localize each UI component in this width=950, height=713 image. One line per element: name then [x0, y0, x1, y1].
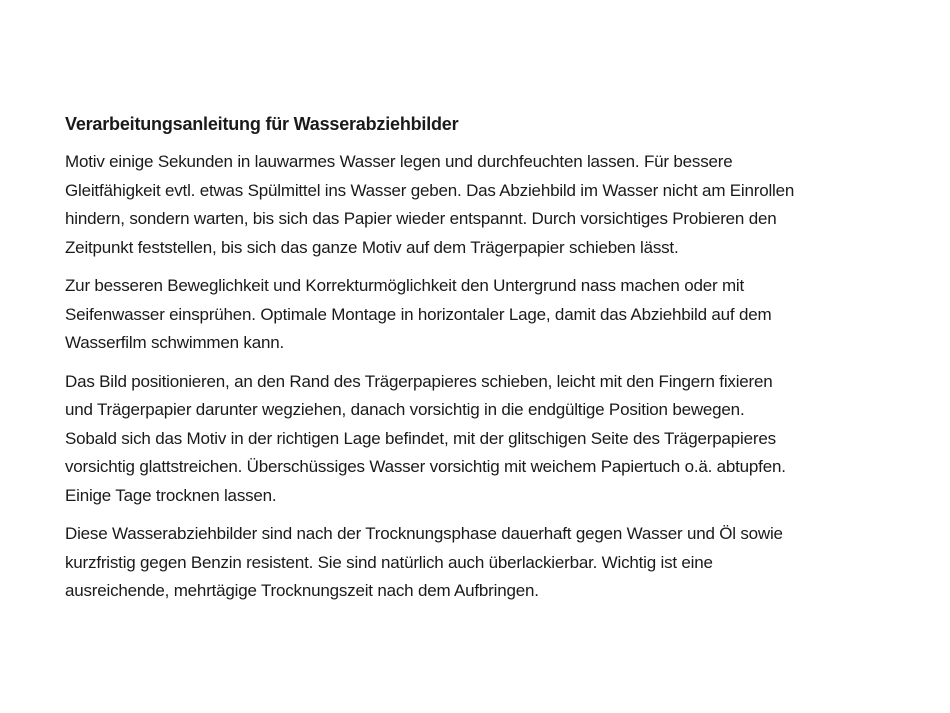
text-line: vorsichtig glattstreichen. Überschüssiges Wasser vorsichtig mit weichem Papiertuch o.ä. abtupfen. [65, 457, 786, 476]
text-line: Wasserfilm schwimmen kann. [65, 333, 284, 352]
text-line: Motiv einige Sekunden in lauwarmes Wasser legen und durchfeuchten lassen. Für bessere [65, 152, 733, 171]
text-line: hindern, sondern warten, bis sich das Papier wieder entspannt. Durch vorsichtiges Probieren den [65, 209, 777, 228]
text-line: Zur besseren Beweglichkeit und Korrekturmöglichkeit den Untergrund nass machen oder mit [65, 276, 745, 295]
paragraph [65, 272, 884, 358]
text-line: Gleitfähigkeit evtl. etwas Spülmittel ins Wasser geben. Das Abziehbild im Wasser nicht am Einrollen [65, 180, 795, 200]
paragraph [65, 520, 884, 606]
document-body [65, 148, 884, 606]
text-line: Diese Wasserabziehbilder sind nach der Trocknungsphase dauerhaft gegen Wasser und Öl sowie [65, 524, 783, 543]
text-line: Das Bild positionieren, an den Rand des Trägerpapieres schieben, leicht mit den Fingern fixieren [65, 371, 773, 391]
text-line: Sobald sich das Motiv in der richtigen Lage befindet, mit der glitschigen Seite des Trägerpapieres [65, 428, 776, 448]
text-line: Einige Tage trocknen lassen. [65, 485, 277, 505]
paragraph [65, 368, 884, 511]
paragraph [65, 148, 884, 262]
text-line: ausreichende, mehrtägige Trocknungszeit nach dem Aufbringen. [65, 581, 539, 600]
text-line: und Trägerpapier darunter wegziehen, danach vorsichtig in die endgültige Position bewegen. [65, 400, 745, 419]
text-line: Zeitpunkt feststellen, bis sich das ganze Motiv auf dem Trägerpapier schieben lässt. [65, 237, 679, 257]
document-title: Verarbeitungsanleitung für Wasserabziehbilder [65, 114, 459, 134]
text-line: kurzfristig gegen Benzin resistent. Sie sind natürlich auch überlackierbar. Wichtig ist eine [65, 552, 713, 572]
text-line: Seifenwasser einsprühen. Optimale Montage in horizontaler Lage, damit das Abziehbild auf dem [65, 304, 772, 324]
